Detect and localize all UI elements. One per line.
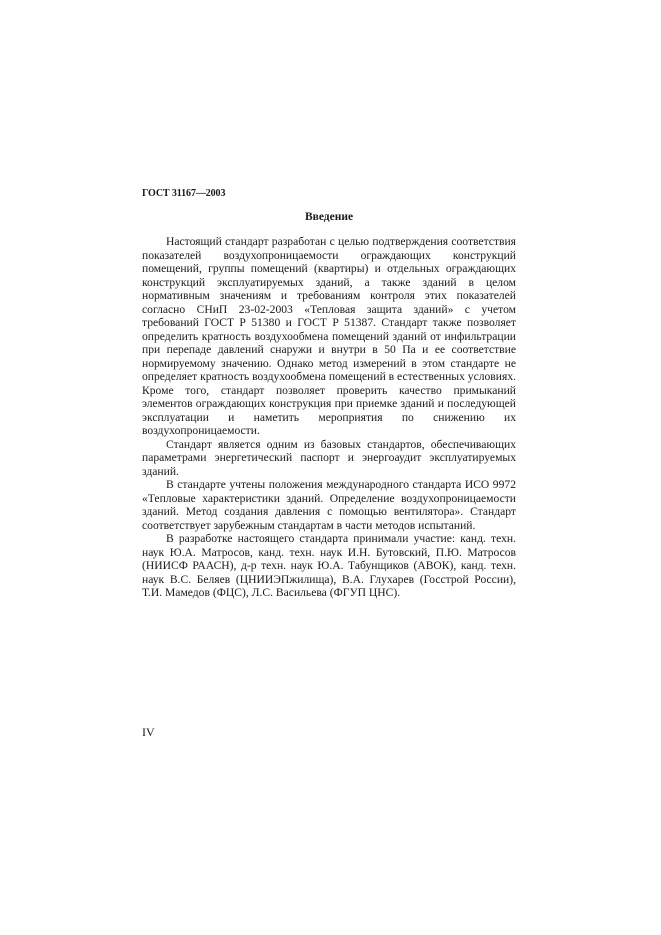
paragraph-iso-reference: В стандарте учтены положения международного стандарта ИСО 9972 «Тепловые характеристики зданий. Определение воздухопроницаемости зданий. Метод создания давления с помощью вентилятора». Стандарт соответствует зарубежным стандартам в части методов испытаний. [142, 478, 516, 532]
paragraph-base-standard: Стандарт является одним из базовых стандартов, обеспечивающих параметрами энергетический паспорт и энергоаудит эксплуатируемых зданий. [142, 437, 516, 478]
document-code: ГОСТ 31167—2003 [142, 188, 226, 199]
paragraph-contributors: В разработке настоящего стандарта принимали участие: канд. техн. наук Ю.А. Матросов, канд. техн. наук И.Н. Бутовский, П.Ю. Матросов (НИИСФ РААСН), д-р техн. наук Ю.А. Табунщиков (АВОК), канд. техн. наук В.С. Беляев (ЦНИИЭПжилища), В.А. Глухарев (Госстрой России), Т.И. Мамедов (ФЦС), Л.С. Васильева (ФГУП ЦНС). [142, 532, 516, 599]
section-title: Введение [304, 211, 354, 223]
introduction-body [142, 235, 516, 600]
paragraph-purpose: Настоящий стандарт разработан с целью подтверждения соответствия показателей воздухопроницаемости ограждающих конструкций помещений, группы помещений (квартиры) и отдельных ограждающих конструкций эксплуатируемых зданий, а также зданий в целом нормативным значениям и требованиям контроля этих показателей согласно СНиП 23-02-2003 «Тепловая защита зданий» с учетом требований ГОСТ Р 51380 и ГОСТ Р 51387. Стандарт также позволяет определить кратность воздухообмена помещений зданий от инфильтрации при перепаде давлений снаружи и внутри в 50 Па и ее соответствие нормируемому значению. Однако метод измерений в этом стандарте не определяет кратность воздухообмена помещений в естественных условиях. Кроме того, стандарт позволяет проверить качество примыканий элементов ограждающих конструкция при приемке зданий и последующей эксплуатации и наметить мероприятия по снижению их воздухопроницаемости. [142, 235, 517, 437]
page-number: IV [142, 725, 155, 739]
